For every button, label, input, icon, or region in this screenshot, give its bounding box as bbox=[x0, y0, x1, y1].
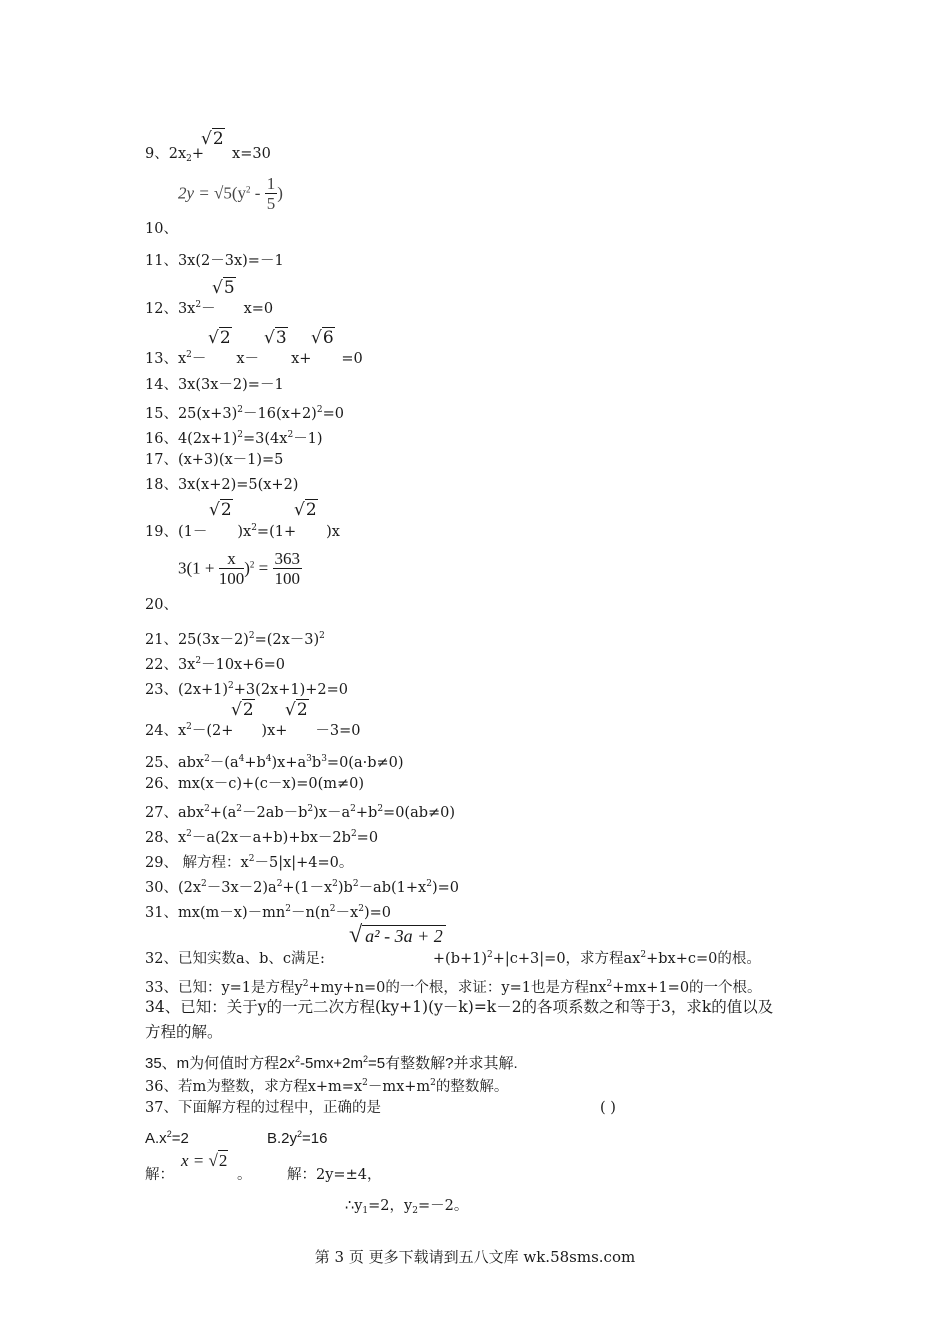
answer-blank: ( ) bbox=[600, 1100, 616, 1116]
sqrt-2: √2 bbox=[209, 500, 232, 520]
problem-12: 12、$3x^2- x=0$ bbox=[145, 300, 274, 317]
problem-26: 26、mx(x－c)+(c－x)=0(m≠0) bbox=[145, 776, 365, 792]
solution-b-roots: $\therefore y_1=2$，$y_2=-2$。 bbox=[345, 1198, 469, 1216]
sqrt-2: √2 bbox=[208, 328, 231, 348]
sqrt-2: √2 bbox=[201, 129, 224, 149]
problem-30: 30、$(2x^2-3x-2)a^2+(1-x^2)b^2-ab(1+x^2)=0$ bbox=[145, 879, 459, 896]
solution-a-equation: x = √2 bbox=[181, 1151, 228, 1170]
sqrt-5: √5 bbox=[212, 278, 235, 298]
problem-10-number: 10、 bbox=[145, 221, 178, 237]
problem-24: 24、$x^2-(2+ )x+ -3=0$ bbox=[145, 722, 361, 739]
problem-35: 35、m为何值时方程$2x^2-5mx+2m^2=5$有整数解?并求其解. bbox=[145, 1054, 518, 1072]
option-b: $B.2y^2=16$ bbox=[267, 1129, 328, 1147]
solution-b: 解：2y=±4， bbox=[287, 1167, 382, 1183]
problem-17: 17、(x+3)(x－1)=5 bbox=[145, 452, 284, 468]
problem-33: 33、已知：y=1是方程$y^2+my+n=0$的一个根，求证：y=1也是方程$nx^2+mx+1=0$的一个根。 bbox=[145, 979, 762, 996]
problem-29: 29、 解方程：$x^2-5|x|+4=0$。 bbox=[145, 854, 354, 871]
problem-22: 22、$3x^2-10x+6=0$ bbox=[145, 656, 285, 673]
problem-10-equation: $2y = √5(y^2$ - $\frac{1}{5}$ ) bbox=[178, 174, 283, 213]
problem-27: 27、$abx^2+(a^2-2ab-b^2)x-a^2+b^2=0(ab\ne 0)$ bbox=[145, 804, 456, 821]
problem-15: 15、$25(x+3)^2-16(x+2)^2=0$ bbox=[145, 405, 344, 422]
problem-11: 11、3x(2－3x)=－1 bbox=[145, 253, 284, 269]
problem-14: 14、3x(3x－2)=－1 bbox=[145, 377, 284, 393]
problem-32: 32、已知实数a、b、c满足: $+(b+1)^2+|c+3|=0$，求方程$ax^2+bx+c=0$的根。 bbox=[145, 950, 761, 967]
problem-13: 13、$x^2- x- x+ =0$ bbox=[145, 350, 363, 367]
problem-25: 25、$abx^2-(a^4+b^4)x+a^3b^3=0(a\cdot b\ne 0)$ bbox=[145, 754, 404, 771]
problem-19: 19、$(1- )x^2=(1+ )x$ bbox=[145, 523, 340, 540]
problem-21: 21、$25(3x-2)^2=(2x-3)^2$ bbox=[145, 631, 325, 648]
radical-expression: √ a² - 3a + 2 bbox=[349, 922, 446, 949]
problem-36: 36、若m为整数，求方程$x+m=x^2-mx+m^2$的整数解。 bbox=[145, 1078, 509, 1095]
page-footer: 第 3 页 更多下载请到五八文库 wk.58sms.com bbox=[314, 1248, 636, 1266]
problem-9: 9、$2x_2+ x=30$ bbox=[145, 146, 271, 164]
sqrt-3: √3 bbox=[264, 328, 287, 348]
option-a: $A.x^2=2$ bbox=[145, 1129, 189, 1147]
problem-34: 34、已知：关于y的一元二次方程(ky+1)(y－k)=k－2的各项系数之和等于3，求k的值以及 bbox=[145, 998, 774, 1016]
problem-16: 16、$4(2x+1)^2=3(4x^2-1)$ bbox=[145, 430, 323, 447]
problem-23: 23、$(2x+1)^2+3(2x+1)+2=0$ bbox=[145, 681, 348, 698]
sqrt-6: √6 bbox=[311, 328, 334, 348]
problem-28: 28、$x^2-a(2x-a+b)+bx-2b^2=0$ bbox=[145, 829, 379, 846]
problem-20-number: 20、 bbox=[145, 597, 178, 613]
sqrt-2: √2 bbox=[231, 700, 254, 720]
problem-31: 31、$mx(m-x)-mn^2-n(n^2-x^2)=0$ bbox=[145, 904, 391, 921]
problem-37: 37、下面解方程的过程中，正确的是 bbox=[145, 1100, 381, 1116]
sqrt-2: √2 bbox=[294, 500, 317, 520]
solution-a-label: 解： bbox=[145, 1167, 174, 1183]
sqrt-2: √2 bbox=[285, 700, 308, 720]
problem-20-equation: 3(1 + $\frac{x}{100}$ )$^2$ = $\frac{363}{100}$ bbox=[178, 549, 301, 588]
solution-a-end: 。 bbox=[237, 1167, 252, 1183]
problem-18: 18、3x(x+2)=5(x+2) bbox=[145, 477, 299, 493]
problem-34-continued: 方程的解。 bbox=[145, 1023, 223, 1041]
